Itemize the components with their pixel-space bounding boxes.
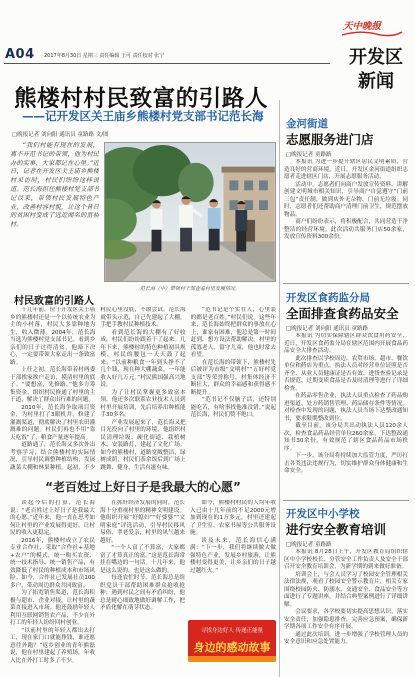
column-divider <box>279 100 280 677</box>
body-paragraph: 十几年前，位于开发区关王庙乡的熊楼村还是一个以传统农业为主的小村落，村民大多靠种地为生，收入微薄。2004年，范长海当选为熊楼村党支部书记。看到乡亲们的日子过得清贫，他暗下决心，一定要带领大家走出一条致富路。 <box>10 307 96 366</box>
side-article-kicker: 金河街道 <box>286 118 328 130</box>
body-paragraph: 2010年，范长海争取项目资金，为村里打了3眼机井，修建了灌溉渠道，彻底解决了村里农田灌溉难的问题。村民们再也不用“靠天吃饭”了，粮食产量逐年提高。 <box>10 404 96 441</box>
body-paragraph: “一个人富了不算富，大家都富了才算真正的富。”这是范长海常挂在嘴边的一句话。十几年来，他是这么说的，也是这么做的。 <box>100 545 185 574</box>
side-article-body <box>284 333 408 495</box>
side-article-kicker: 开发区中小学校 <box>286 508 360 520</box>
date-editor-line: 2017年8月30日 星期三 责任编辑 王可 责任校对 张宁 <box>44 53 165 59</box>
body-paragraph: 本报讯 为进一步提升辖区居民文明素质，营造良好的营商环境，近日，开发区金河街道组织志愿者走进辖区门店，开展志愿服务活动。 <box>284 159 408 180</box>
side-article-kicker: 开发区食药监分局 <box>286 292 370 304</box>
body-paragraph: 在范长海的带领下，熊楼村先后被评为市级“文明村”“五好村党支部”等荣誉称号，村集体经济不断壮大，群众的幸福感和获得感不断提升。 <box>190 359 276 396</box>
body-paragraph: 道路通了，范长海又多次外出考察学习，结合熊楼村的实际情况，引导村民调整种植结构，发展蔬菜大棚和林果种植。起初，不少村民心里没底，不敢尝试。范长海就带头示范，自己先建起了大棚，手把手教村民种植技术。 <box>10 307 186 471</box>
body-paragraph: 本报讯 为切实保障辖区群众饮食用药安全，近日，开发区食药监分局在辖区范围内开展食品药品安全大排查活动。 <box>284 333 408 354</box>
body-paragraph: “范书记是个实在人，心里装的都是老百姓。”村民们说。这些年来，范长海始终把群众的事放在心上，谁家有困难，他总是第一时间赶到，想方设法帮助解决。村里的孤寡老人、留守儿童，他也时常去看望。 <box>190 307 276 358</box>
body-paragraph: 如今，熊楼村村民的人均年收入已由十几年前的不足2000元增加到现在的1万多元，村里还建起了卫生室、农家书屋等公共服务设施。 <box>190 500 276 536</box>
lead-photo <box>104 142 276 282</box>
promo-banner[interactable] <box>188 620 276 662</box>
body-paragraph: 每逢农忙时节，范长海总是组织党员干部帮助困难群众抢收抢种；遇到村民之间有矛盾纠纷，他总是耐心细致地做好调解工作，把矛盾化解在萌芽状态。 <box>100 575 185 611</box>
body-paragraph: 会议要求，各学校要切实提高思想认识，落实安全责任，加强隐患排查，完善应急预案，确保新学期各项工作安全有序开展。 <box>284 609 408 630</box>
section-title-line-2: 新闻 <box>358 71 394 92</box>
body-paragraph: 培训会上，与会人员学习了校园安全管理相关法律法规，观看了校园安全警示教育片，相关专家围绕校园防火、防溺水、交通安全、食品安全等方面进行了专题讲座，并结合典型案例进行了详细讲解。 <box>284 571 408 608</box>
body-paragraph: 产业发展起来了，范长海又把目光投向了村里的环境。他组织村民清理垃圾、硬化街道、栽植树木、安装路灯，建起了文化广场。如今的熊楼村，道路宽敞整洁，绿树成荫，村民们茶余饭后到广场上跳舞、健身，生活有滋有味。 <box>100 419 186 471</box>
side-article-body <box>284 159 408 269</box>
side-article-title: 全面排查食药品安全 <box>286 306 399 321</box>
article-divider <box>283 283 409 284</box>
body-paragraph: 此次排查以学校周边、农贸市场、超市、餐饮单位和药店为重点，执法人员对经营单位证照是否齐全、从业人员健康证是否有效、进货查验记录是否规范、过期变质食品是否及时清理等进行了详细检查。 <box>284 355 408 392</box>
section-2-body <box>10 500 185 672</box>
body-paragraph: “范书记不仅脑子活，还特别能吃苦，有啥事找他准没错。”说起范长海，村民们赞不绝口。 <box>190 397 276 418</box>
brand-swoosh-icon <box>340 30 404 38</box>
photo-building <box>222 167 275 244</box>
body-paragraph: 为了拓宽销售渠道，范长海积极与超市、企业对接，让村里的蔬菜直接进入市场。他还鼓励年轻人利用互联网销售农产品，不少在外打工的年轻人纷纷回村创业。 <box>10 590 95 626</box>
side-article-title: 志愿服务进门店 <box>286 132 374 147</box>
lead-byline: □晚报记者 刘向阳 通讯员 童路路 文/图 <box>12 132 109 138</box>
body-paragraph: 谈及未来，范长海信心满满：“下一步，我们将继续做大做强特色产业，发展乡村旅游，让熊楼村变得更美，让乡亲们的日子越过越红火。” <box>190 537 276 574</box>
brand-logo: 天中晚报 <box>343 21 382 32</box>
photo-caption: 范长海（中）带领村干部查看村里发展情况。 <box>139 286 240 292</box>
body-paragraph: 截至目前，该分局共出动执法人员120余人次，检查食品药品经营单位260余家，下达整改通知书30余份，有效规范了辖区食品药品市场秩序。 <box>284 423 408 452</box>
banner-title: 身边的感动故事 <box>193 641 271 654</box>
article-divider <box>283 500 409 501</box>
side-article-byline: □晚报记者 童路路 <box>286 152 332 158</box>
body-paragraph: 2016年，熊楼村成立了农民专业合作社，采取“合作社+基地+农户”的模式，统一购买农资、统一技术指导、统一销售产品，有效降低了村民的种植成本和市场风险。如今，合作社已发展社员100多户，带动周边群众共同致富。 <box>10 537 95 589</box>
body-paragraph: 本报讯 8月28日上午，开发区教育局组织辖区中小学校校长、分管安全工作负责人及安全干部召开安全教育培训会，为新学期的到来做好准备。 <box>284 549 408 570</box>
banner-stripe <box>188 656 276 662</box>
side-article-byline: □晚报记者 童路路 <box>286 542 332 548</box>
intro-paragraph: “我们村能有现在的发展，离不开范书记的带领，他为村民办的实事，大家都记在心里。”近日，记者在开发区关王庙乡熊楼村采访时，村民们纷纷这样说道。范长海担任熊楼村党支部书记以来，带领村民发展特色产业，改善村容村貌，让这个昔日的贫困村变成了远近闻名的富裕村。 <box>10 142 99 229</box>
side-article-byline: □晚报记者 刘向阳 通讯员 童路路 <box>286 326 368 332</box>
body-paragraph: 上任之初，范长海带着村两委干部挨家挨户走访，摸清村里的底子。“要想富，先修路。”他多方筹集资金，组织村民修通了村里的主干道，解决了群众出行难的问题。 <box>10 367 96 403</box>
side-article-body <box>284 549 408 674</box>
body-paragraph: 下一步，该分局将持续加大监管力度，严厉打击各类违法违规行为，切实维护群众身体健康和生命安全。 <box>284 453 408 474</box>
body-paragraph: 看到范长海的大棚有了好收成，村民们纷纷跟着干了起来。几年下来，熊楼村的特色种植初具规模，村民的腰包一天天鼓了起来。“以前种粮食一年到头挣不了几个钱，现在种大棚蔬菜，一年能收入好几万元。”村民熊国强高兴地说。 <box>100 329 186 388</box>
section-2-title: “老百姓过上好日子是我最大的心愿” <box>45 480 241 494</box>
body-paragraph: 商户们纷纷表示，将积极配合，共同营造干净整洁的经营环境。此次活动共服务门店50余家，发放宣传资料300余份。 <box>284 219 408 240</box>
body-paragraph: “以前村里的年轻人都出去打工，现在家门口就能挣钱，谁还愿意往外跑？”返乡创业的青年熊磊说，他在村里建起了养殖场，年收入比在外打工时多了不少。 <box>10 627 95 664</box>
page-number: A04 <box>5 47 35 62</box>
section-title-line-1: 开发区 <box>349 47 403 68</box>
banner-tagline: 寻找身边好人 传递正能量 <box>200 628 264 634</box>
lead-subheadline: ——记开发区关王庙乡熊楼村党支部书记范长海 <box>22 109 264 123</box>
body-paragraph: 在抓好经济发展的同时，范长海十分重视村里的精神文明建设。他组织开展“好媳妇”“好婆婆”“文明家庭”评选活动，引导村民移风易俗、孝老爱亲，村里的风气越来越好。 <box>100 500 185 544</box>
section-1-body <box>10 307 276 474</box>
body-paragraph: 活动中，志愿者们向商户发放宣传资料，讲解创建文明城市相关知识，引导商户自觉遵守“门前三包”责任制，做到店外无杂物、门前无垃圾。同时，志愿者们还帮助商户清理门前卫生，规范摆放物品。 <box>284 181 408 218</box>
body-paragraph: 为了让村民掌握更多致富本领，他还多次联系农业技术人员到村里开展培训，先后培养出种植能手30多名。 <box>100 389 186 418</box>
body-paragraph: 谈起今后的打算，范长海说：“老百姓过上好日子是我最大的心愿。”近年来，他一直在思考如何让村里的产业发展得更好，让村民的收入更稳定。 <box>10 500 95 536</box>
lead-headline: 熊楼村村民致富的引路人 <box>14 86 269 112</box>
section-1-title: 村民致富的引路人 <box>14 296 94 307</box>
body-paragraph: 通过此次培训，进一步增强了学校管理人员的安全意识和应急处置能力。 <box>284 631 408 645</box>
side-article-title: 进行安全教育培训 <box>286 522 387 537</box>
header-rule <box>4 63 330 64</box>
section-2-closing <box>190 500 276 616</box>
body-paragraph: 在药品零售企业，执法人员重点检查了药品购进渠道、处方药销售管理、药品储存条件等情况。对检查中发现的问题，执法人员当场下达整改通知书，要求限期整改到位。 <box>284 393 408 422</box>
lead-intro <box>10 142 99 246</box>
